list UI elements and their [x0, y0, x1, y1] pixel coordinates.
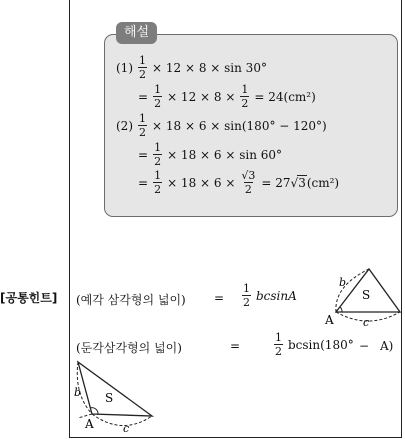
label-A: A — [85, 417, 94, 431]
half-fraction: 1 2 — [243, 282, 250, 309]
label-b: b — [339, 276, 347, 289]
obtuse-triangle-shape — [78, 362, 152, 416]
acute-area-formula: 1 2 bcsinA — [243, 282, 297, 309]
label-S: S — [362, 288, 371, 302]
equals-sign: = — [230, 339, 241, 353]
label-b: b — [74, 386, 82, 399]
obtuse-triangle-label: (둔각삼각형의 넓이) — [76, 341, 182, 355]
expression: × 18 × 6 × sin 60° — [167, 147, 283, 162]
half-fraction: $\frac{1}{2}$ — [139, 112, 146, 139]
half-fraction: $\frac{1}{2}$ — [139, 54, 146, 81]
expression: × 18 × 6 × — [167, 175, 236, 190]
problem-number-2: (2) — [116, 118, 133, 133]
expression: × 18 × 6 × sin(180° − 120°) — [152, 118, 327, 133]
sin-value-fraction: $\frac{√3}{2}$ — [241, 169, 256, 196]
label-c: c — [363, 316, 370, 329]
solution-2-line-3: = $\frac{1}{2}$ × 18 × 6 × $\frac{√3}{2}$ = 27√3(cm²) — [138, 169, 340, 196]
half-fraction: $\frac{1}{2}$ — [154, 83, 162, 110]
label-S: S — [105, 391, 114, 405]
half-fraction: 1 2 — [275, 331, 282, 358]
acute-triangle-label: (예각 삼각형의 넓이) — [76, 293, 186, 307]
acute-triangle-diagram — [322, 264, 404, 330]
expression: × 12 × 8 × — [167, 89, 236, 104]
half-fraction: $\frac{1}{2}$ — [154, 141, 162, 168]
obtuse-area-formula: 1 2 bcsin(180° — [275, 331, 354, 358]
label-c: c — [123, 422, 130, 435]
common-hint-label: [공통힌트] — [0, 291, 58, 305]
equals-sign: = — [214, 291, 225, 305]
minus-sign: − — [359, 339, 370, 353]
solution-tag: 해설 — [116, 22, 157, 44]
solution-2-line-1 — [116, 113, 327, 138]
sin-value-fraction: $\frac{1}{2}$ — [241, 83, 249, 110]
expression: × 12 × 8 × sin 30° — [152, 60, 267, 75]
obtuse-triangle-diagram — [72, 358, 164, 438]
half-fraction: $\frac{1}{2}$ — [154, 169, 162, 196]
angle-A-arc — [340, 307, 342, 312]
problem-number-1: (1) — [116, 60, 133, 75]
angle-var: A) — [380, 339, 394, 353]
solution-1-line-1 — [116, 55, 267, 80]
result: = 27√3(cm²) — [261, 176, 340, 190]
label-A: A — [325, 313, 334, 327]
solution-2-line-2: = $\frac{1}{2}$ × 18 × 6 × sin 60° — [138, 141, 283, 168]
result: = 24(cm²) — [254, 89, 316, 104]
solution-1-line-2: = $\frac{1}{2}$ × 12 × 8 × $\frac{1}{2}$ = 24(cm²) — [138, 83, 316, 110]
